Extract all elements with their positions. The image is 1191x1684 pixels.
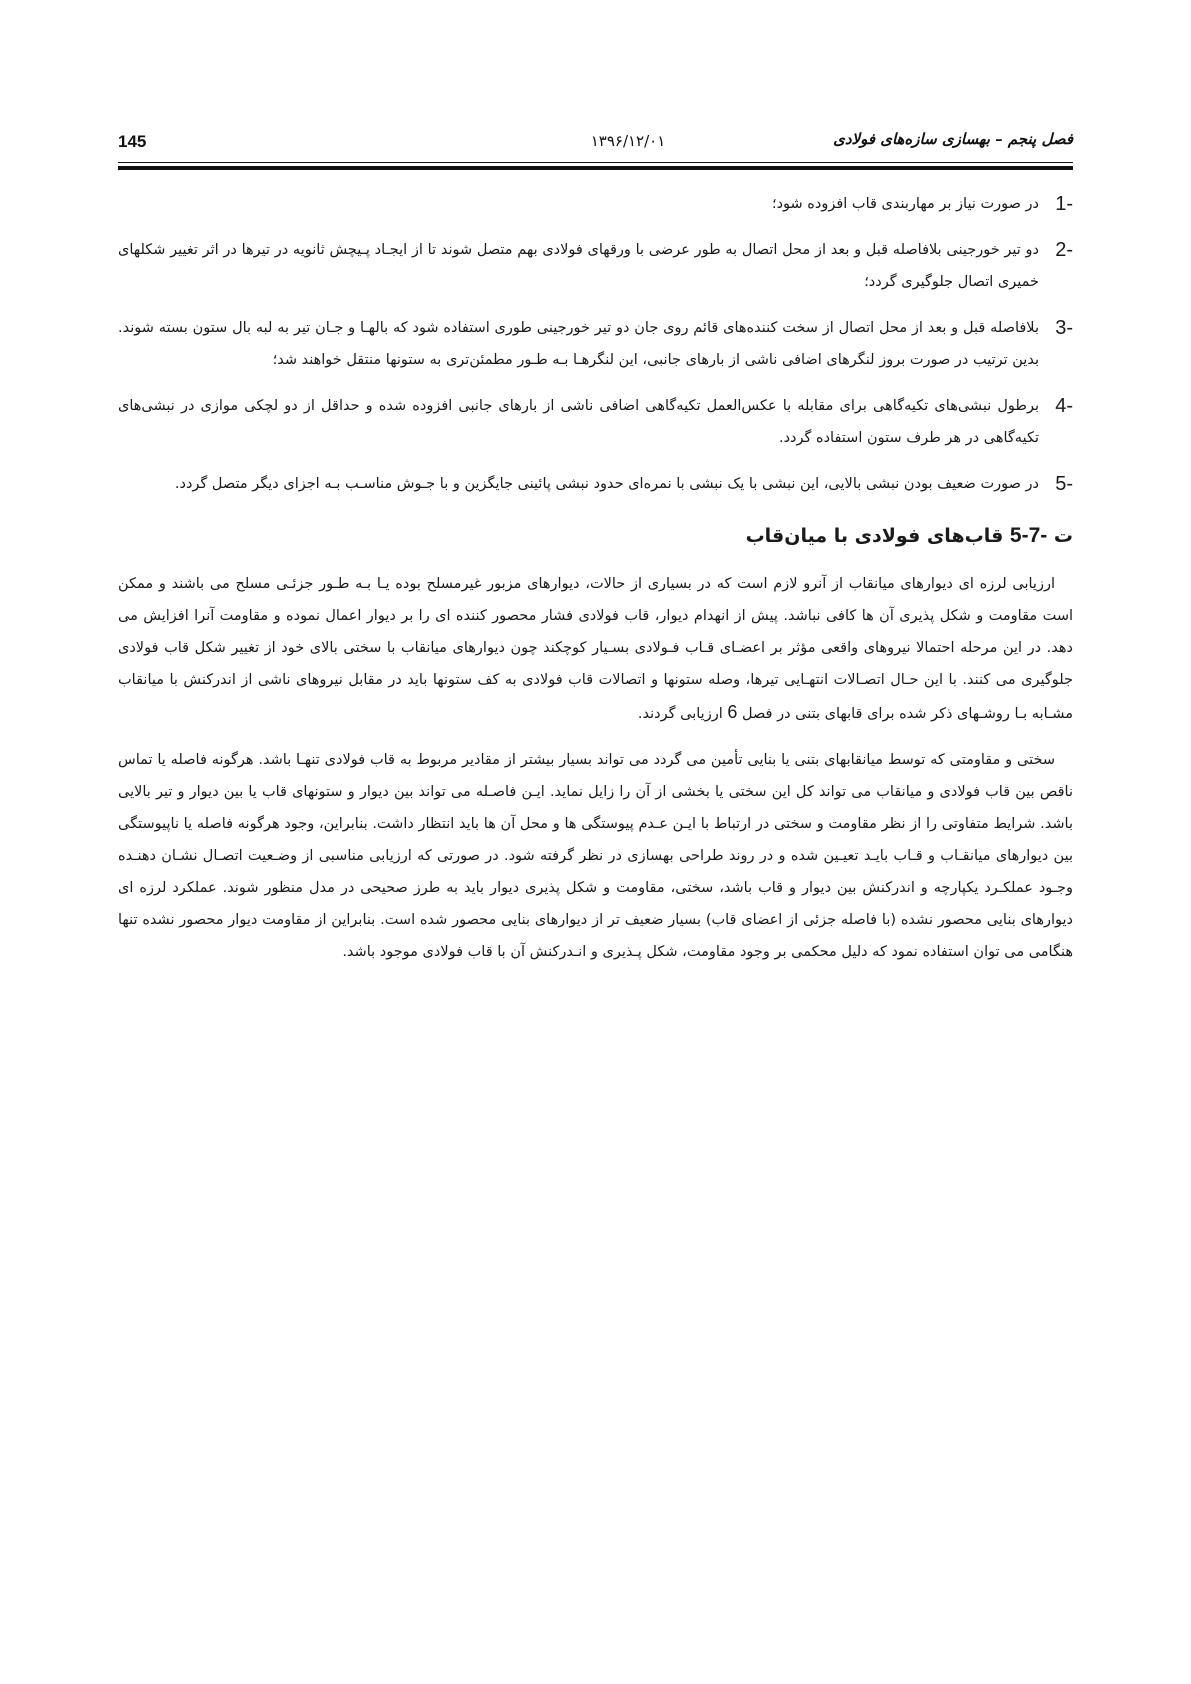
list-item [118, 468, 1073, 500]
list-item [118, 390, 1073, 454]
list-item-number: 1- [1055, 193, 1073, 215]
body-paragraph [118, 568, 1073, 730]
list-item [118, 234, 1073, 298]
list-item-text: در صورت نیاز بر مهاربندی قاب افزوده شود؛ [771, 196, 1039, 212]
list-item-number: 2- [1055, 239, 1073, 261]
list-item-text: برطول نبشی‌های تکیه‌گاهی برای مقابله با عکس‌العمل تکیه‌گاهی اضافی ناشی از بارهای جانبی افزوده شده و حداقل از دو لچکی موازی در نبشی‌های تکیه‌گاهی در هر طرف ستون استفاده گردد. [118, 398, 1039, 446]
body-paragraph: سختی و مقاومتی که توسط میانقابهای بتنی یا بنایی تأمین می گردد می تواند بسیار بیشتر از مقادیر مربوط به قاب فولادی تنهـا باشد. هرگونه فاصله یا تماس ناقص بین قاب فولادی و میانقاب می تواند کل این سختی یا بخشی از آن را زایل نماید. ایـن فاصـله می تواند بین دیوار و ستونهای قاب یا بین دیوار و تیر بالایی باشد. شرایط متفاوتی را از نظر مقاومت و سختی در ارتباط با ایـن عـدم پیوستگی ها و محل آن ها باید انتظار داشت. بنابراین، وجود هرگونه فاصله یا ناپیوستگی بین دیوارهای میانقـاب و قـاب بایـد تعیـین شده و در روند طراحی بهسازی در نظر گرفته شود. در صورتی که ارزیابی مناسبی از وضـعیت اتصـال نشـان دهنـده وجـود عملکـرد یکپارچه و اندرکنش بین دیوار و قاب باشد، سختی، مقاومت و شکل پذیری دیوار باید به طرز صحیحی در مدل منظور شوند. عملکرد لرزه ای دیوارهای بنایی محصور نشده (با فاصله جزئی از اعضای قاب) بسیار ضعیف تر از دیوارهای بنایی محصور شده است. بنابراین از مقاومت دیوار محصور نشده تنها هنگامی می توان استفاده نمود که دلیل محکمی بر وجود مقاومت، شکل پـذیری و انـدرکنش آن با قاب فولادی موجود باشد. [118, 752, 1073, 960]
list-item-text: دو تیر خورجینی بلافاصله قبل و بعد از محل اتصال به طور عرضی با ورقهای فولادی بهم متصل شوند تا از ایجـاد پـیچش ثانویه در تیرها در اثر تغییر شکلهای خمیری اتصال جلوگیری گردد؛ [118, 242, 1039, 290]
section-number: 5-7- [1009, 524, 1048, 547]
page-body [118, 188, 1073, 982]
list-item-number: 4- [1055, 395, 1073, 417]
chapter-title: فصل پنجم – بهسازی سازه‌های فولادی [833, 130, 1073, 148]
numbered-list [118, 188, 1073, 500]
header-rule-thick [118, 166, 1073, 170]
list-item-text: بلافاصله قبل و بعد از محل اتصال از سخت کننده‌های قائم روی جان دو تیر خورجینی طوری استفاده شود که بالهـا و جـان تیر به لبه بال ستون بسته شوند. بدین ترتیب در صورت بروز لنگرهای اضافی ناشی از بارهای جانبی، این لنگرهـا بـه طـور مطمئن‌تری به ستونها منتقل خواهند شد؛ [118, 320, 1039, 368]
section-prefix: ت [1053, 525, 1073, 547]
list-item [118, 312, 1073, 376]
list-item-number: 3- [1055, 317, 1073, 339]
page-header [118, 130, 1073, 160]
list-item-number: 5- [1055, 473, 1073, 495]
section-title: قاب‌های فولادی با میان‌قاب [745, 525, 1004, 547]
list-item-text: در صورت ضعیف بودن نبشی بالایی، این نبشی با یک نبشی با نمره‌ای حدود نبشی پائینی جایگزین و با جـوش مناسـب بـه اجزای دیگر متصل گردد. [174, 476, 1039, 492]
header-date: ۱۳۹۶/۱۲/۰۱ [590, 132, 666, 150]
paragraph-text: ارزیابی لرزه ای دیوارهای میانقاب از آنرو لازم است که در بسیاری از حالات، دیوارهای مزبور غیرمسلح بوده یـا بـه طـور جزئـی مسلح می باشند و ممکن است مقاومت و شکل پذیری آن ها کافی نباشد. پیش از انهدام دیوار، قاب فولادی فشار محصور کننده ای را بر دیوار اعمال نموده و مقاومت آنرا افزایش می دهد. در این مرحله احتمالا نیروهای واقعی مؤثر بر اعضـای قـاب فـولادی بسـیار کوچکند چون دیوارهای میانقاب با سختی بالای خود از تغییر شکل قاب فولادی جلوگیری می کنند. با این حـال اتصـالات انتهـایی تیرها، وصله ستونها و اتصالات قاب فولادی به کف ستونها باید در مقابل نیروهای ناشی از اندرکنش با میانقاب مشـابه بـا روشـهای ذکر شده برای قابهای بتنی در فصل [118, 576, 1073, 722]
header-rule-thin [118, 162, 1073, 163]
page-number: 145 [118, 132, 147, 151]
paragraph-text: ارزیابی گردند. [637, 706, 723, 722]
list-item [118, 188, 1073, 220]
section-heading [118, 518, 1073, 554]
chapter-reference-number: 6 [727, 702, 738, 722]
